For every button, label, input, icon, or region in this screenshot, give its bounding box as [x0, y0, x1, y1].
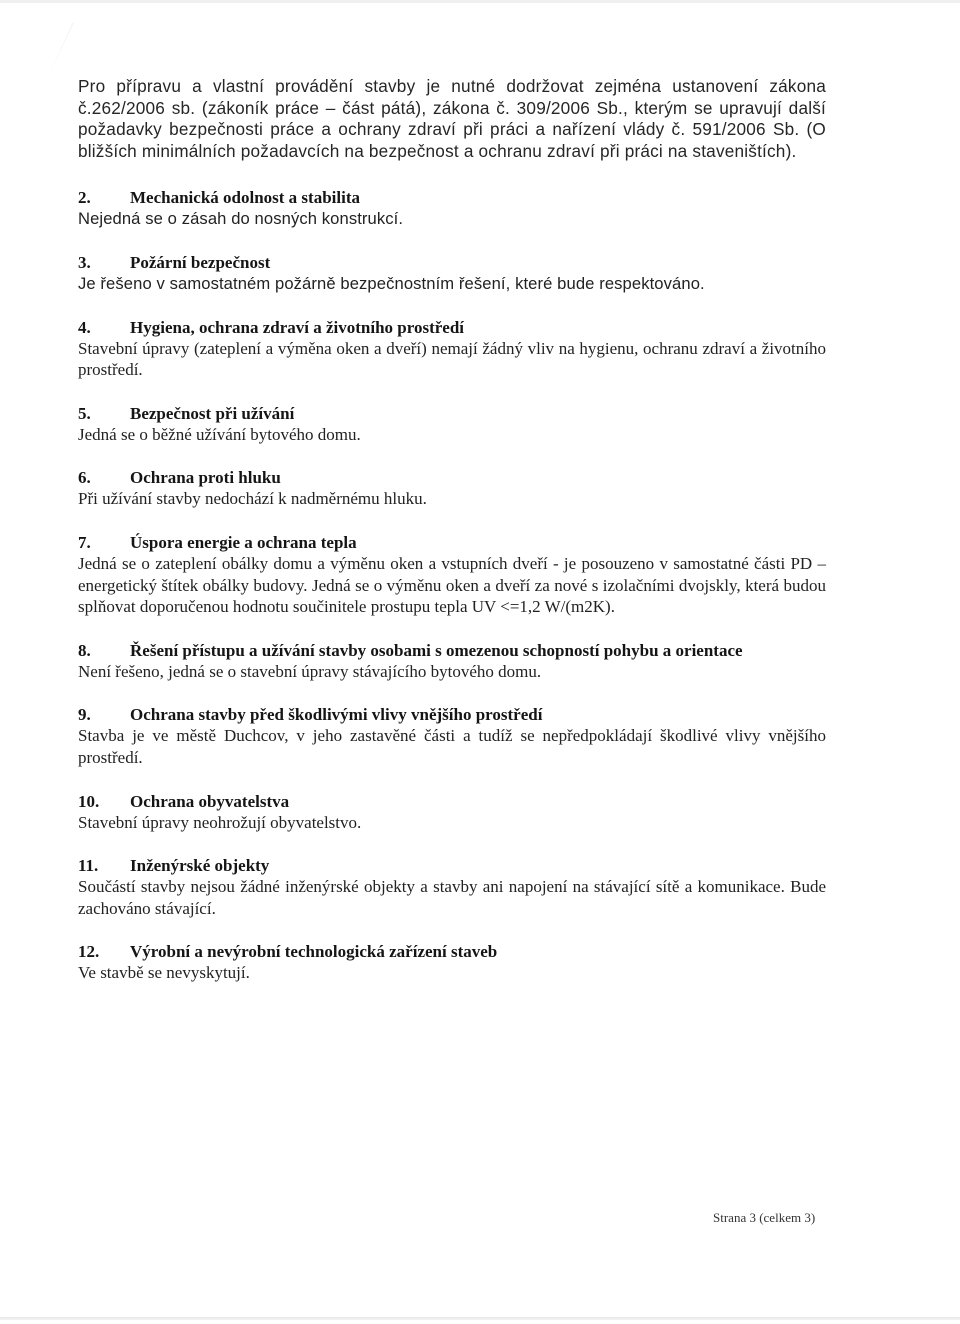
section-heading	[78, 791, 826, 812]
section-number: 4.	[78, 317, 91, 337]
section-title: Požární bezpečnost	[130, 252, 271, 272]
section-heading	[78, 403, 826, 424]
section-number: 2.	[78, 188, 91, 208]
section-heading	[78, 855, 826, 876]
section-7	[78, 532, 826, 618]
section-title: Ochrana obyvatelstva	[130, 791, 290, 811]
section-10	[78, 791, 826, 834]
scan-artifact	[47, 23, 73, 78]
section-body: Ve stavbě se nevyskytují.	[78, 963, 250, 983]
section-8	[78, 640, 826, 683]
section-heading	[78, 467, 826, 488]
scan-bottom-edge	[0, 1317, 960, 1320]
section-4	[78, 317, 826, 381]
section-number: 9.	[78, 705, 91, 725]
section-title: Bezpečnost při užívání	[130, 403, 295, 423]
section-5	[78, 403, 826, 446]
section-title: Úspora energie a ochrana tepla	[130, 532, 357, 552]
document-page	[78, 76, 826, 984]
section-title: Řešení přístupu a užívání stavby osobami s omezenou schopností pohybu a orientace	[130, 640, 743, 660]
section-body: Stavební úpravy neohrožují obyvatelstvo.	[78, 812, 362, 832]
section-11	[78, 855, 826, 919]
section-heading	[78, 317, 826, 338]
section-number: 12.	[78, 942, 100, 962]
section-number: 8.	[78, 640, 91, 660]
section-body: Součástí stavby nejsou žádné inženýrské objekty a stavby ani napojení na stávající sítě a komunikace. Bude zachováno stávající.	[78, 877, 826, 918]
section-2	[78, 187, 826, 230]
section-number: 5.	[78, 403, 91, 423]
section-heading	[78, 187, 826, 208]
section-number: 3.	[78, 252, 91, 272]
section-6	[78, 467, 826, 510]
page-number: Strana 3 (celkem 3)	[713, 1210, 816, 1225]
section-body: Při užívání stavby nedochází k nadměrnému hluku.	[78, 489, 427, 509]
section-heading	[78, 532, 826, 553]
section-body: Nejedná se o zásah do nosných konstrukcí.	[78, 209, 404, 229]
section-number: 10.	[78, 791, 100, 811]
section-title: Ochrana stavby před škodlivými vlivy vnějšího prostředí	[130, 705, 543, 725]
section-body: Je řešeno v samostatném požárně bezpečnostním řešení, které bude respektováno.	[78, 273, 705, 293]
section-12	[78, 941, 826, 984]
section-body: Jedná se o zateplení obálky domu a výměnu oken a vstupních dveří - je posouzeno v samostatné části PD – energetický štítek obálky budovy. Jedná se o výměnu oken a dveří za nové s izolačními dvojskly, která budou splňovat doporučenou hodnotu součinitele prostupu tepla UV <=1,2 W/(m2K).	[78, 553, 826, 617]
section-3	[78, 252, 826, 295]
section-body: Není řešeno, jedná se o stavební úpravy stávajícího bytového domu.	[78, 661, 542, 681]
section-heading	[78, 252, 826, 273]
section-number: 11.	[78, 856, 99, 876]
section-title: Ochrana proti hluku	[130, 468, 281, 488]
section-number: 7.	[78, 532, 91, 552]
section-body: Stavební úpravy (zateplení a výměna oken a dveří) nemají žádný vliv na hygienu, ochranu zdraví a životního prostředí.	[78, 338, 826, 380]
section-number: 6.	[78, 468, 91, 488]
section-body: Jedná se o běžné užívání bytového domu.	[78, 424, 361, 444]
section-title: Hygiena, ochrana zdraví a životního prostředí	[130, 317, 465, 337]
section-heading	[78, 941, 826, 962]
section-title: Výrobní a nevýrobní technologická zařízení staveb	[130, 942, 498, 962]
section-title: Mechanická odolnost a stabilita	[130, 188, 360, 208]
intro-paragraph	[78, 76, 826, 162]
intro-text: Pro přípravu a vlastní provádění stavby je nutné dodržovat zejména ustanovení zákona č.262/2006 sb. (zákoník práce – část pátá), zákona č. 309/2006 Sb., kterým se upravují další požadavky bezpečnosti práce a ochrany zdraví při práci a nařízení vlády č. 591/2006 Sb. (O bližších minimálních požadavcích na bezpečnost a ochranu zdraví při práci na staveništích).	[78, 76, 826, 161]
section-heading	[78, 704, 826, 725]
section-heading	[78, 640, 826, 661]
scan-top-edge	[0, 0, 960, 3]
section-title: Inženýrské objekty	[130, 856, 270, 876]
section-body: Stavba je ve městě Duchcov, v jeho zastavěné části a tudíž se nepředpokládají škodlivé vlivy vnějšího prostředí.	[78, 726, 826, 767]
section-9	[78, 704, 826, 768]
